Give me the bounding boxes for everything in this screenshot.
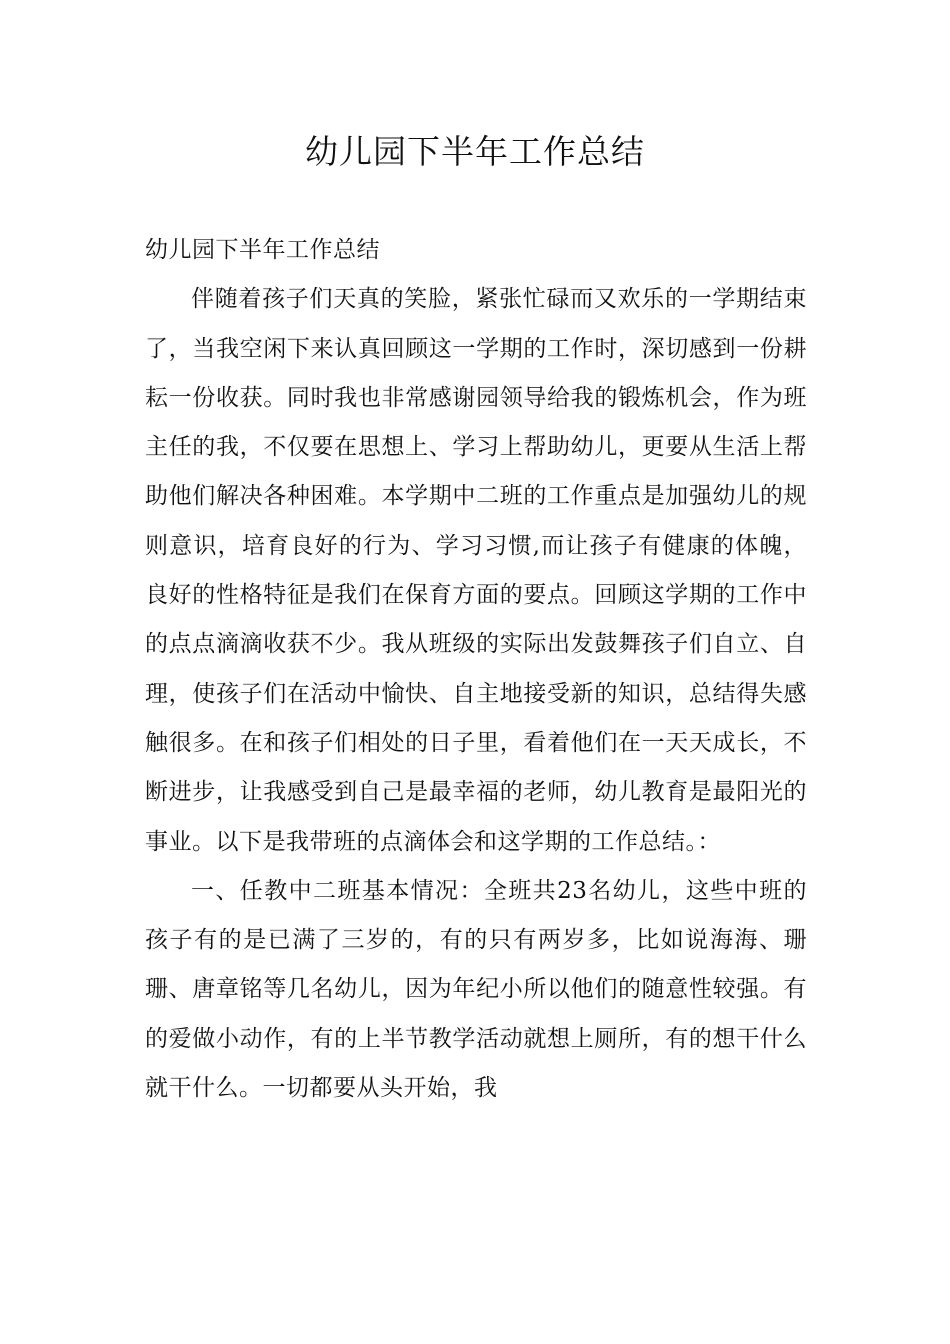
paragraph-class-overview: 一、任教中二班基本情况：全班共23名幼儿，这些中班的孩子有的是已满了三岁的，有的只有两岁多，比如说海海、珊珊、唐章铭等几名幼儿，因为年纪小所以他们的随意性较强。有的爱做小动作，有的上半节教学活动就想上厕所，有的想干什么就干什么。一切都要从头开始，我 (145, 877, 807, 1102)
document-subtitle: 幼儿园下半年工作总结 (145, 237, 380, 263)
page-title: 幼儿园下半年工作总结 (305, 132, 645, 171)
document-body (145, 226, 807, 1113)
paragraph-intro: 伴随着孩子们天真的笑脸，紧张忙碌而又欢乐的一学期结束了，当我空闲下来认真回顾这一学期的工作时，深切感到一份耕耘一份收获。同时我也非常感谢园领导给我的锻炼机会，作为班主任的我，不仅要在思想上、学习上帮助幼儿，更要从生活上帮助他们解决各种困难。本学期中二班的工作重点是加强幼儿的规则意识，培育良好的行为、学习习惯,而让孩子有健康的体魄，良好的性格特征是我们在保育方面的要点。回顾这学期的工作中的点点滴滴收获不少。我从班级的实际出发鼓舞孩子们自立、自理，使孩子们在活动中愉快、自主地接受新的知识，总结得失感触很多。在和孩子们相处的日子里，看着他们在一天天成长，不断进步，让我感受到自己是最幸福的老师，幼儿教育是最阳光的事业。以下是我带班的点滴体会和这学期的工作总结。： (145, 286, 807, 855)
